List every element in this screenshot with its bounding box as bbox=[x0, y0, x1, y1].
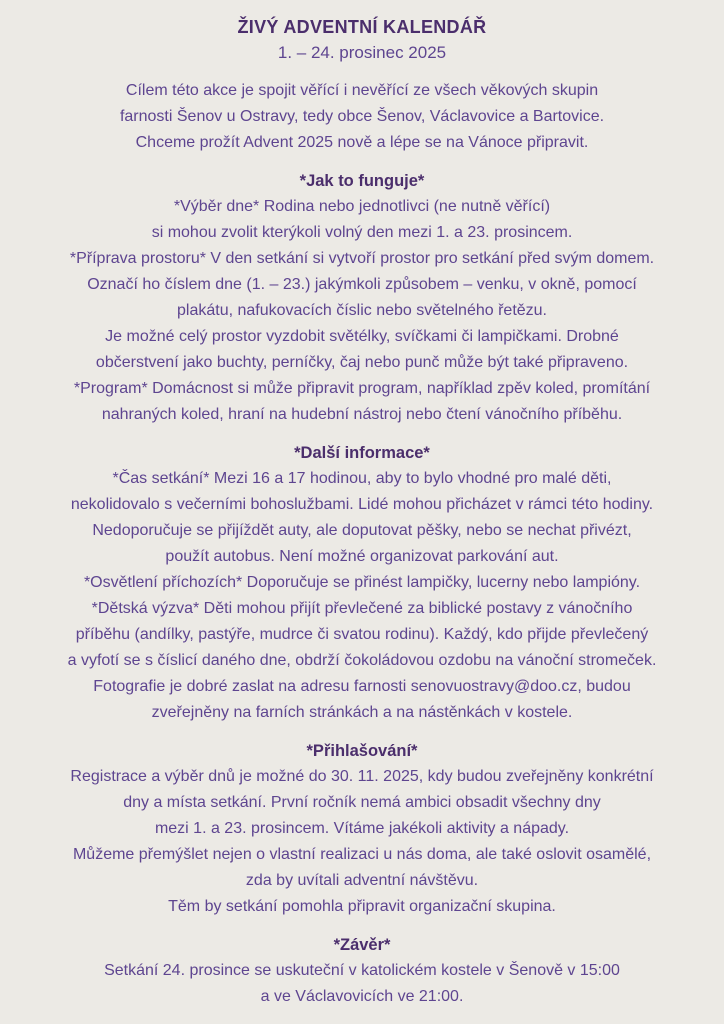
section-heading: *Další informace* bbox=[294, 444, 430, 462]
section-line: Můžeme přemýšlet nejen o vlastní realizaci u nás doma, ale také oslovit osamělé, bbox=[72, 846, 652, 863]
section-line: Těm by setkání pomohla připravit organizační skupina. bbox=[168, 898, 556, 915]
section-line: nekolidovalo s večerními bohoslužbami. Lidé mohou přicházet v rámci této hodiny. bbox=[70, 496, 654, 513]
section-4 bbox=[10, 932, 714, 1010]
section-line: nahraných koled, hraní na hudební nástroj nebo čtení vánočního příběhu. bbox=[101, 406, 623, 423]
section-1 bbox=[10, 168, 714, 428]
section-line: zda by uvítali adventní návštěvu. bbox=[245, 872, 479, 889]
section-line: zveřejněny na farních stránkách a na nástěnkách v kostele. bbox=[151, 704, 573, 721]
section-line: Je možné celý prostor vyzdobit světélky, svíčkami či lampičkami. Drobné bbox=[105, 328, 619, 345]
section-line: mezi 1. a 23. prosincem. Vítáme jakékoli aktivity a nápady. bbox=[154, 820, 570, 837]
page-subtitle: 1. – 24. prosinec 2025 bbox=[277, 43, 447, 62]
sections-container bbox=[10, 168, 714, 1010]
section-line: Nedoporučuje se přijíždět auty, ale doputovat pěšky, nebo se nechat přivézt, bbox=[92, 522, 632, 539]
section-line: *Dětská výzva* Děti mohou přijít převlečené za biblické postavy z vánočního bbox=[91, 600, 633, 617]
section-line: příběhu (andílky, pastýře, mudrce či svatou rodinu). Každý, kdo přijde převlečený bbox=[75, 626, 649, 643]
section-2 bbox=[10, 440, 714, 726]
intro-paragraph bbox=[10, 78, 714, 156]
intro-line: Cílem této akce je spojit věřící i nevěřící ze všech věkových skupin bbox=[125, 82, 599, 99]
section-line: *Osvětlení příchozích* Doporučuje se přinést lampičky, lucerny nebo lampióny. bbox=[83, 574, 641, 591]
section-line: *Výběr dne* Rodina nebo jednotlivci (ne nutně věřící) bbox=[173, 198, 551, 215]
section-line: Registrace a výběr dnů je možné do 30. 11. 2025, kdy budou zveřejněny konkrétní bbox=[70, 768, 654, 785]
intro-line: farnosti Šenov u Ostravy, tedy obce Šenov, Václavovice a Bartovice. bbox=[119, 108, 605, 125]
section-line: použít autobus. Není možné organizovat parkování aut. bbox=[165, 548, 559, 565]
section-line: dny a místa setkání. První ročník nemá ambici obsadit všechny dny bbox=[123, 794, 601, 811]
section-line: Fotografie je dobré zaslat na adresu farnosti senovuostravy@doo.cz, budou bbox=[93, 678, 631, 695]
section-line: Označí ho číslem dne (1. – 23.) jakýmkoli způsobem – venku, v okně, pomocí bbox=[87, 276, 637, 293]
section-line: občerstvení jako buchty, perníčky, čaj nebo punč může být také připraveno. bbox=[95, 354, 629, 371]
section-heading: *Jak to funguje* bbox=[299, 172, 425, 190]
section-heading: *Přihlašování* bbox=[306, 742, 418, 760]
intro-line: Chceme prožít Advent 2025 nově a lépe se na Vánoce připravit. bbox=[135, 134, 589, 151]
section-line: *Příprava prostoru* V den setkání si vytvoří prostor pro setkání před svým domem. bbox=[69, 250, 655, 267]
section-line: Setkání 24. prosince se uskuteční v katolickém kostele v Šenově v 15:00 bbox=[104, 962, 620, 979]
section-3 bbox=[10, 738, 714, 920]
section-line: a vyfotí se s číslicí daného dne, obdrží čokoládovou ozdobu na vánoční stromeček. bbox=[67, 652, 657, 669]
section-heading: *Závěr* bbox=[333, 936, 391, 954]
section-line: plakátu, nafukovacích číslic nebo světelného řetězu. bbox=[177, 302, 547, 319]
section-line: *Čas setkání* Mezi 16 a 17 hodinou, aby to bylo vhodné pro malé děti, bbox=[112, 470, 612, 487]
section-line: si mohou zvolit kterýkoli volný den mezi 1. a 23. prosincem. bbox=[151, 224, 573, 241]
page-title: ŽIVÝ ADVENTNÍ KALENDÁŘ bbox=[237, 17, 487, 37]
section-line: a ve Václavovicích ve 21:00. bbox=[260, 988, 464, 1005]
section-line: *Program* Domácnost si může připravit program, například zpěv koled, promítání bbox=[73, 380, 651, 397]
